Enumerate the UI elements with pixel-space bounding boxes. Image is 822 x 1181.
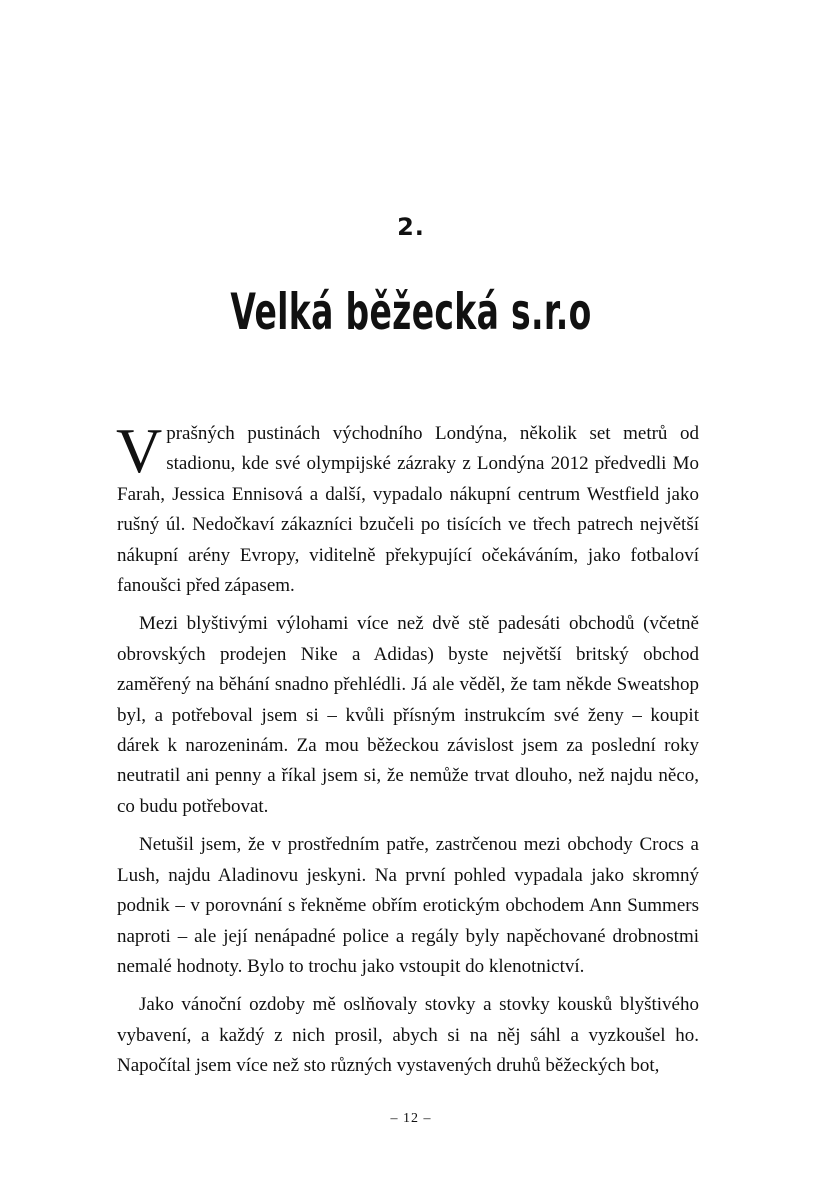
paragraph-2: Mezi blyštivými výlohami více než dvě stě padesáti obchodů (včetně obrovských prodejen Nike a Adidas) byste největší britský obchod zaměřený na běhání snadno přehlédli. Já ale věděl, že tam někde Sweatshop byl, a potřeboval jsem si – kvůli přísným instrukcím své ženy – koupit dárek k narozeninám. Za mou běžeckou závislost jsem za poslední roky neutratil ani penny a říkal jsem si, že nemůže trvat dlouho, než najdu něco, co budu potřebovat. [117, 613, 699, 817]
paragraph-3: Netušil jsem, že v prostředním patře, zastrčenou mezi obchody Crocs a Lush, najdu Aladinovu jeskyni. Na první pohled vypadala jako skromný podnik – v porovnání s řekněme obřím erotickým obchodem Ann Summers naproti – ale její nenápadné police a regály byly napěchované drobnostmi nemalé hodnoty. Bylo to trochu jako vstoupit do klenotnictví. [117, 834, 699, 977]
paragraph-4: Jako vánoční ozdoby mě oslňovaly stovky a stovky kousků blyštivého vybavení, a každý z nich prosil, abych si na něj sáhl a vyzkoušel ho. Napočítal jsem více než sto různých vystavených druhů běžeckých bot, [117, 994, 699, 1077]
paragraph-1 [116, 415, 699, 601]
paragraph-1-text: prašných pustinách východního Londýna, několik set metrů od stadionu, kde své olympijské zázraky z Londýna 2012 předvedli Mo Farah, Jessica Ennisová a další, vypadalo nákupní centrum Westfield jako rušný úl. Nedočkaví zákazníci bzučeli po tisících ve třech patrech největší nákupní arény Evropy, viditelně překypující očekáváním, jako fotbaloví fanoušci před zápasem. [117, 423, 699, 597]
page-number: – 12 – [390, 1111, 432, 1126]
drop-cap: V [116, 415, 163, 486]
chapter-title: Velká běžecká s.r.o [230, 283, 592, 341]
body-text [116, 415, 699, 1090]
chapter-number: 2. [397, 213, 425, 241]
